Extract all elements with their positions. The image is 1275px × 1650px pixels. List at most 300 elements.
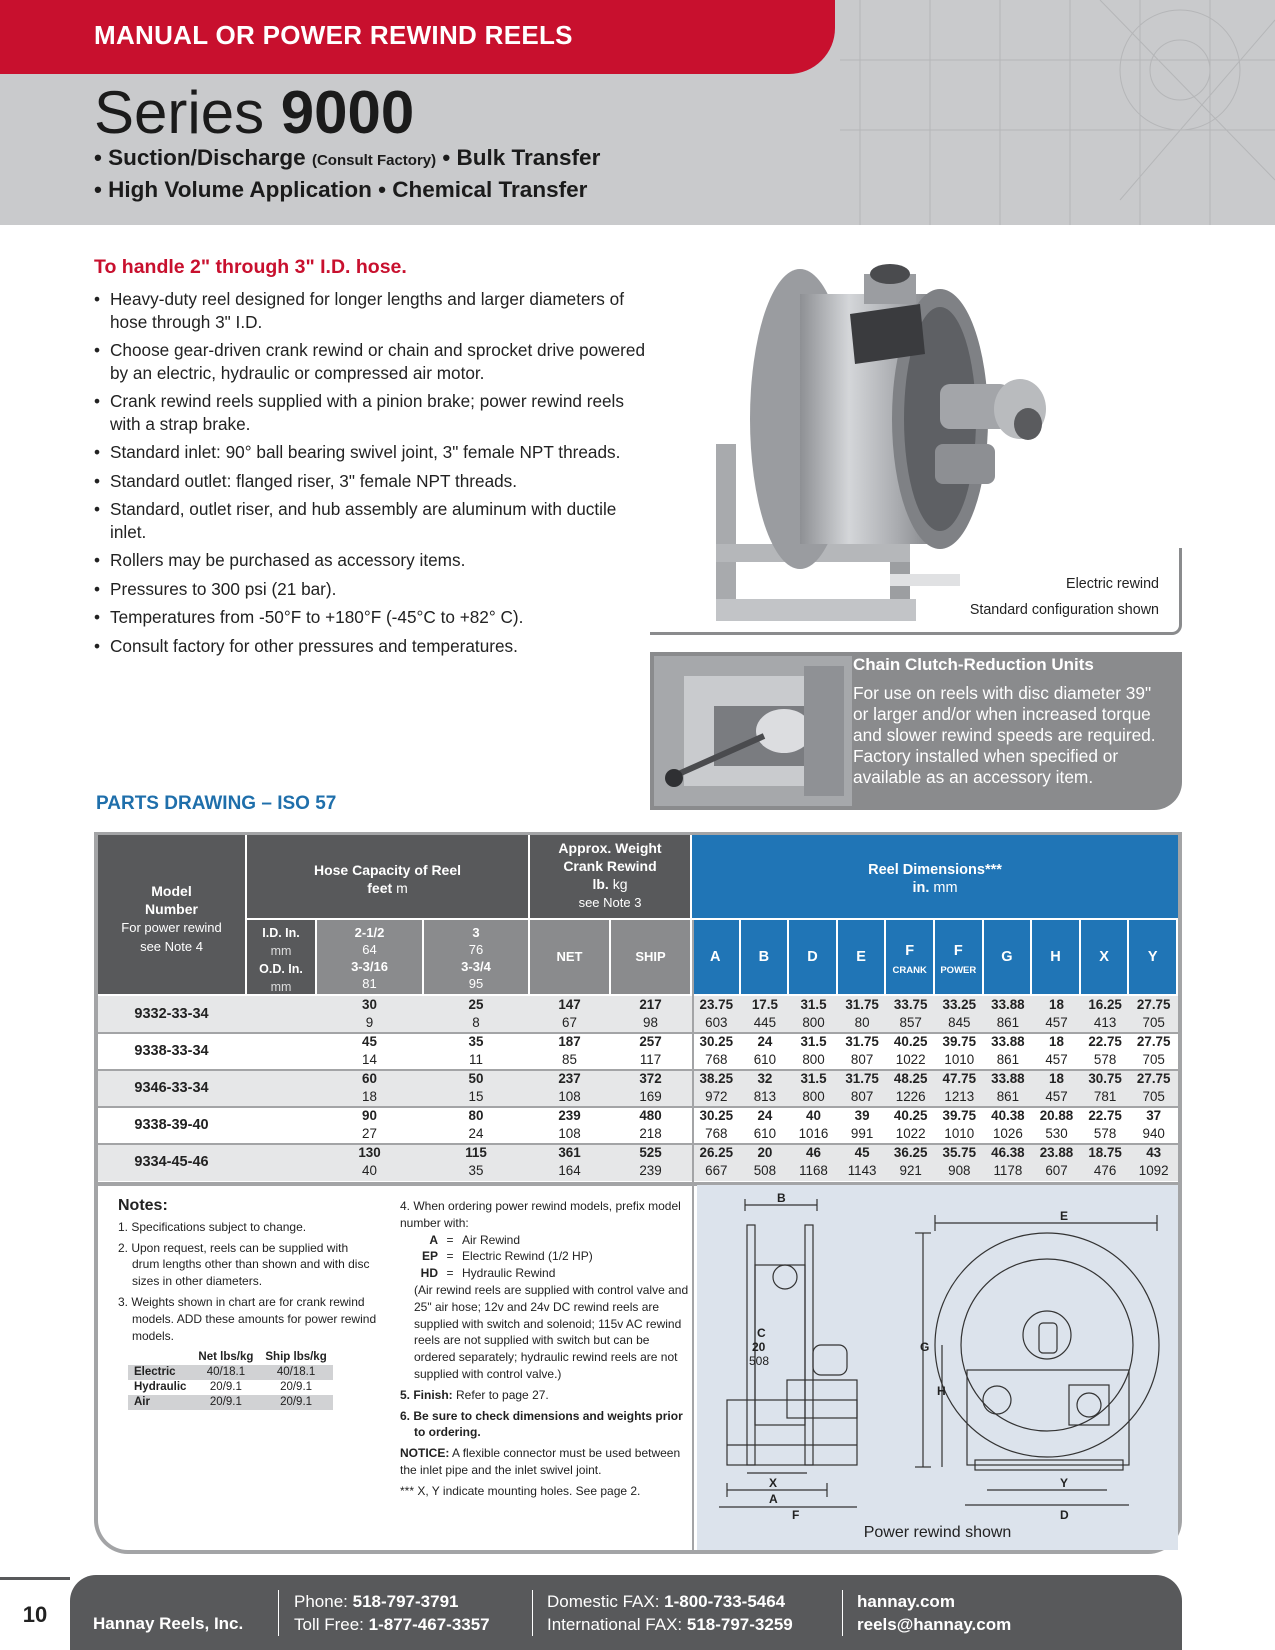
- value-metric: 768: [705, 1052, 728, 1067]
- series-number: 9000: [280, 79, 415, 146]
- header-hose-capacity: [247, 835, 528, 918]
- prefix-code-ep: EP = Electric Rewind (1/2 HP): [400, 1248, 690, 1265]
- value-imperial: 27.75: [1136, 1071, 1171, 1086]
- value-imperial: 38.25: [699, 1071, 734, 1086]
- label-f: F: [792, 1508, 800, 1520]
- subheader-ship: SHIP: [611, 920, 690, 994]
- model-header-line3: For power rewind: [121, 920, 222, 935]
- label-b: B: [777, 1191, 786, 1205]
- value-metric: 610: [753, 1052, 777, 1067]
- value-metric: 108: [558, 1089, 581, 1104]
- series-word: Series: [94, 79, 265, 146]
- table-cell: [838, 996, 887, 1032]
- dimension-letter: B: [758, 949, 770, 965]
- value-imperial: 26.25: [699, 1145, 734, 1160]
- table-cell: [935, 1107, 984, 1143]
- value-imperial: 257: [639, 1034, 662, 1049]
- parts-drawing-title: PARTS DRAWING – ISO 57: [96, 793, 337, 814]
- od-in-label: O.D. In.: [259, 962, 303, 976]
- value-metric: 861: [996, 1015, 1020, 1030]
- value-metric: 800: [802, 1089, 825, 1104]
- chain-clutch-text: For use on reels with disc diameter 39" or larger and/or when increased torque and slower rewind speeds are required. Factory installed when specified or available as an accessory item.: [853, 683, 1156, 787]
- table-cell: [1129, 1033, 1178, 1069]
- value-imperial: 33.25: [942, 997, 977, 1012]
- value-imperial: 31.75: [845, 1071, 879, 1086]
- value-metric: 813: [753, 1089, 777, 1104]
- table-cell: [741, 1070, 790, 1106]
- value-metric: 457: [1045, 1089, 1068, 1104]
- photo-caption-line2: Standard configuration shown: [969, 602, 1159, 618]
- series-title: [94, 78, 414, 147]
- value-imperial: 237: [558, 1071, 581, 1086]
- value-imperial: 27.75: [1136, 997, 1171, 1012]
- table-cell: [935, 996, 984, 1032]
- label-g: G: [920, 1340, 930, 1354]
- dimension-header-b: [741, 920, 788, 994]
- feature-item: • Pressures to 300 psi (21 bar).: [94, 578, 654, 601]
- value-metric: 1226: [895, 1089, 926, 1104]
- table-cell: [1129, 1070, 1178, 1106]
- code: A: [429, 1232, 438, 1247]
- table-cell: [984, 1107, 1033, 1143]
- label-c-in: 20: [752, 1340, 766, 1354]
- table-cell: [886, 1033, 935, 1069]
- footer-bar: [70, 1575, 1182, 1650]
- value-imperial: 18.75: [1088, 1145, 1122, 1160]
- value-imperial: 130: [358, 1145, 381, 1160]
- value-metric: 807: [850, 1089, 874, 1104]
- table-cell: [789, 1144, 838, 1180]
- value-metric: 921: [899, 1163, 922, 1178]
- table-cell: [1129, 1107, 1178, 1143]
- footer-domestic-fax: [547, 1592, 785, 1612]
- table-cell: [317, 1070, 422, 1106]
- value-metric: 98: [643, 1015, 658, 1030]
- value-imperial: 46.38: [991, 1145, 1025, 1160]
- table-cell: [1032, 1070, 1081, 1106]
- value-imperial: 90: [362, 1108, 377, 1123]
- table-cell: [530, 1144, 609, 1180]
- table-cell: [984, 1144, 1033, 1180]
- header-reel-dimensions: [692, 835, 1178, 918]
- table-row: [98, 1033, 1178, 1070]
- label-c: C: [757, 1326, 766, 1340]
- dimension-subtype: POWER: [940, 965, 977, 976]
- table-cell: [1081, 1033, 1130, 1069]
- table-cell: [1032, 1107, 1081, 1143]
- feature-item: • Temperatures from -50°F to +180°F (-45°C to +82° C).: [94, 606, 654, 629]
- table-cell: [611, 996, 690, 1032]
- dimension-header-g: [984, 920, 1031, 994]
- value-imperial: 24: [757, 1108, 773, 1123]
- value-metric: 108: [558, 1126, 581, 1141]
- dfax-number: 1-800-733-5464: [664, 1592, 786, 1611]
- table-cell: [1032, 996, 1081, 1032]
- value-metric: 667: [705, 1163, 728, 1178]
- note-4-detail: (Air rewind reels are supplied with control valve and 25" air hose; 12v and 24v DC rewind reels are supplied with switch and solenoid; 115v AC rewind reels are not supplied with switch but can be ordered separately; hydraulic rewind reels are not supplied with control valve.): [414, 1282, 689, 1381]
- table-cell: [692, 1070, 741, 1106]
- table-cell: [530, 1033, 609, 1069]
- prefix-code-hd: HD = Hydraulic Rewind: [400, 1265, 690, 1282]
- chain-clutch-panel: [650, 652, 1182, 810]
- prefix-code-a: A = Air Rewind: [400, 1232, 690, 1249]
- value-imperial: 48.25: [893, 1071, 928, 1086]
- model-number: 9332-33-34: [134, 1006, 209, 1022]
- value-metric: 9: [365, 1015, 374, 1030]
- row-divider: [98, 1032, 1178, 1034]
- notice-text: A flexible connector must be used between the inlet pipe and the inlet swivel joint.: [400, 1446, 681, 1477]
- value-metric: 117: [639, 1052, 662, 1067]
- value-metric: 40: [362, 1163, 377, 1178]
- table-cell: [611, 1144, 690, 1180]
- model-header-line1: Model: [151, 883, 192, 899]
- value-imperial: 20.88: [1039, 1108, 1074, 1123]
- value-metric: 218: [639, 1126, 662, 1141]
- power-weight-table: [128, 1350, 333, 1410]
- value-metric: 80: [854, 1015, 870, 1030]
- value-imperial: 80: [468, 1108, 484, 1123]
- feature-item: • Choose gear-driven crank rewind or chain and sprocket drive powered by an electric, hydraulic or compressed air motor.: [94, 339, 654, 384]
- value-metric: 24: [468, 1126, 484, 1141]
- value-imperial: 30.75: [1088, 1071, 1122, 1086]
- c1-id: 2-1/2: [354, 925, 385, 940]
- value-metric: 861: [996, 1089, 1020, 1104]
- feature-item: • Crank rewind reels supplied with a pinion brake; power rewind reels with a strap brake.: [94, 390, 654, 435]
- value-metric: 476: [1093, 1163, 1117, 1178]
- value-imperial: 33.88: [991, 997, 1025, 1012]
- value-imperial: 480: [639, 1108, 662, 1123]
- footer-intl-fax: [547, 1615, 793, 1635]
- value-imperial: 25: [468, 997, 484, 1012]
- subheader-capacity-col2: [424, 920, 528, 994]
- note-6: 6. Be sure to check dimensions and weights prior to ordering.: [400, 1408, 683, 1440]
- value-imperial: 18: [1049, 997, 1064, 1012]
- value-metric: 67: [562, 1015, 577, 1030]
- value-imperial: 30.25: [699, 1034, 734, 1049]
- table-cell: [886, 1107, 935, 1143]
- wt-row-ship: 20/9.1: [259, 1395, 332, 1410]
- table-row: [98, 1107, 1178, 1144]
- value-imperial: 60: [362, 1071, 377, 1086]
- phone-label: Phone:: [294, 1592, 348, 1611]
- table-divider: [692, 920, 694, 1550]
- value-imperial: 27.75: [1136, 1034, 1171, 1049]
- toll-number: 1-877-467-3357: [368, 1615, 490, 1634]
- bullet-bulk: • Bulk Transfer: [442, 145, 601, 170]
- chain-clutch-image: [654, 656, 852, 806]
- dimension-letter: F: [905, 943, 915, 959]
- value-imperial: 35: [468, 1034, 484, 1049]
- value-metric: 239: [639, 1163, 662, 1178]
- value-metric: 861: [996, 1052, 1020, 1067]
- value-metric: 705: [1142, 1052, 1165, 1067]
- drawing-caption: Power rewind shown: [863, 1524, 1012, 1541]
- value-metric: 1010: [944, 1126, 975, 1141]
- value-imperial: 43: [1146, 1145, 1162, 1160]
- ifax-label: International FAX:: [547, 1615, 683, 1634]
- subheader-net: NET: [530, 920, 609, 994]
- value-imperial: 17.5: [751, 997, 778, 1012]
- value-metric: 164: [558, 1163, 581, 1178]
- value-imperial: 33.88: [991, 1071, 1025, 1086]
- value-imperial: 46: [806, 1145, 821, 1160]
- table-cell: [789, 996, 838, 1032]
- table-cell: [838, 1144, 887, 1180]
- value-metric: 1016: [798, 1126, 829, 1141]
- table-cell: [317, 1107, 422, 1143]
- table-cell: [1129, 1144, 1178, 1180]
- dimension-header-y: [1129, 920, 1176, 994]
- value-metric: 457: [1045, 1015, 1068, 1030]
- dimension-letter: A: [710, 949, 721, 965]
- value-imperial: 39: [854, 1108, 870, 1123]
- value-imperial: 30.25: [699, 1108, 734, 1123]
- footer-separator: [842, 1590, 843, 1636]
- table-cell: [1032, 1033, 1081, 1069]
- label-h: H: [937, 1384, 946, 1398]
- notes-title: Notes:: [118, 1197, 168, 1214]
- table-cell: [1081, 1070, 1130, 1106]
- value-metric: 15: [468, 1089, 484, 1104]
- wt-row-net: 20/9.1: [209, 1381, 242, 1394]
- subheader-id-od: [247, 920, 315, 994]
- weight-header-line2: Crank Rewind: [563, 858, 657, 874]
- table-cell: [424, 996, 528, 1032]
- table-cell: [984, 1070, 1033, 1106]
- value-imperial: 239: [558, 1108, 581, 1123]
- value-metric: 1022: [895, 1052, 926, 1067]
- value-imperial: 39.75: [942, 1108, 977, 1123]
- value-imperial: 18: [1049, 1071, 1064, 1086]
- chain-clutch-title: Chain Clutch-Reduction Units: [853, 655, 1094, 674]
- footer-website-link[interactable]: hannay.com: [857, 1592, 955, 1611]
- value-imperial: 40.25: [893, 1034, 928, 1049]
- value-imperial: 33.88: [991, 1034, 1025, 1049]
- footer-email-link[interactable]: reels@hannay.com: [857, 1615, 1012, 1634]
- value-metric: 457: [1045, 1052, 1068, 1067]
- table-cell: [424, 1144, 528, 1180]
- value-metric: 800: [802, 1015, 825, 1030]
- table-cell: [424, 1033, 528, 1069]
- capacity-header-line1: Hose Capacity of Reel: [313, 862, 462, 878]
- table-cell: [741, 996, 790, 1032]
- table-cell: [935, 1144, 984, 1180]
- table-cell: [317, 1033, 422, 1069]
- header-banner: [0, 0, 835, 74]
- value-imperial: 35.75: [942, 1145, 977, 1160]
- value-imperial: 31.75: [845, 1034, 879, 1049]
- value-imperial: 217: [639, 997, 662, 1012]
- value-metric: 1022: [895, 1126, 926, 1141]
- value-imperial: 39.75: [942, 1034, 977, 1049]
- dimension-header-x: [1081, 920, 1128, 994]
- header-model: [98, 835, 245, 994]
- feature-item: • Heavy-duty reel designed for longer lengths and larger diameters of hose through 3" I.D.: [94, 288, 654, 333]
- label-y: Y: [1060, 1476, 1069, 1490]
- wt-row-net: 20/9.1: [192, 1395, 259, 1410]
- value-metric: 705: [1142, 1089, 1165, 1104]
- dimension-letter: D: [807, 949, 818, 965]
- table-cell: [886, 996, 935, 1032]
- value-imperial: 525: [639, 1145, 662, 1160]
- value-metric: 940: [1142, 1126, 1165, 1141]
- note-3: 3. Weights shown in chart are for crank rewind models. ADD these amounts for power rewind models.: [118, 1294, 377, 1343]
- table-cell: [530, 996, 609, 1032]
- value-imperial: 115: [465, 1145, 487, 1160]
- table-cell: [530, 1107, 609, 1143]
- table-cell: [1129, 996, 1178, 1032]
- subheader-capacity-col1: [317, 920, 422, 994]
- label-c-mm: 508: [749, 1354, 770, 1368]
- table-row: [98, 1070, 1178, 1107]
- dimension-letter: Y: [1147, 949, 1158, 965]
- value-imperial: 36.25: [893, 1145, 928, 1160]
- value-imperial: 24: [757, 1034, 773, 1049]
- table-cell: [935, 1033, 984, 1069]
- value-imperial: 31.5: [800, 1034, 827, 1049]
- table-cell: [838, 1107, 887, 1143]
- footer-tollfree: [294, 1615, 490, 1635]
- weight-unit-kg: kg: [612, 876, 628, 892]
- value-metric: 1213: [944, 1089, 975, 1104]
- wt-row-name: Air: [128, 1395, 192, 1410]
- value-metric: 18: [362, 1089, 377, 1104]
- c1-id-mm: 64: [362, 942, 377, 957]
- code-desc: Hydraulic Rewind: [462, 1266, 556, 1281]
- wt-row-name: Hydraulic: [134, 1381, 187, 1394]
- table-cell: [1081, 1144, 1130, 1180]
- value-metric: 1143: [847, 1163, 877, 1178]
- code-desc: Air Rewind: [462, 1232, 521, 1247]
- table-cell: [838, 1033, 887, 1069]
- code-desc: Electric Rewind (1/2 HP): [462, 1249, 593, 1264]
- value-imperial: 47.75: [942, 1071, 977, 1086]
- intro-heading: To handle 2" through 3" I.D. hose.: [94, 256, 407, 278]
- value-imperial: 45: [854, 1145, 870, 1160]
- od-mm-label: mm: [270, 980, 292, 994]
- dimension-header-h: [1032, 920, 1079, 994]
- value-metric: 35: [468, 1163, 484, 1178]
- value-imperial: 16.25: [1088, 997, 1122, 1012]
- table-cell: [317, 1144, 422, 1180]
- value-imperial: 372: [639, 1071, 662, 1086]
- value-metric: 578: [1093, 1126, 1117, 1141]
- c2-od: 3-3/4: [461, 959, 491, 974]
- value-metric: 445: [753, 1015, 777, 1030]
- value-imperial: 23.88: [1039, 1145, 1074, 1160]
- dfax-label: Domestic FAX:: [547, 1592, 660, 1611]
- notes-column-2: [400, 1198, 690, 1500]
- value-metric: 607: [1045, 1163, 1068, 1178]
- value-metric: 169: [639, 1089, 662, 1104]
- value-metric: 578: [1093, 1052, 1117, 1067]
- value-metric: 508: [753, 1163, 777, 1178]
- value-imperial: 32: [757, 1071, 773, 1086]
- table-cell: [1081, 1107, 1130, 1143]
- weight-header-note: see Note 3: [578, 895, 642, 910]
- bullet-suction: • Suction/Discharge: [94, 145, 306, 170]
- table-cell: [984, 1033, 1033, 1069]
- label-e: E: [1060, 1209, 1069, 1223]
- value-imperial: 22.75: [1088, 1108, 1122, 1123]
- table-cell: [741, 1033, 790, 1069]
- table-cell: [530, 1070, 609, 1106]
- header-bullets-line2: • High Volume Application • Chemical Transfer: [94, 177, 588, 202]
- value-metric: 1168: [799, 1163, 828, 1178]
- weight-header-line1: Approx. Weight: [558, 840, 662, 856]
- value-metric: 530: [1045, 1126, 1068, 1141]
- model-number: 9346-33-34: [134, 1080, 209, 1096]
- toll-label: Toll Free:: [294, 1615, 364, 1634]
- row-divider: [98, 1069, 1178, 1071]
- dim-unit-in: in.: [912, 880, 930, 896]
- note-5-text: Refer to page 27.: [456, 1387, 549, 1402]
- table-cell: [424, 1070, 528, 1106]
- value-metric: 705: [1142, 1015, 1165, 1030]
- label-d: D: [1060, 1508, 1069, 1520]
- value-metric: 11: [469, 1052, 483, 1067]
- weight-unit-lb: lb.: [592, 876, 609, 892]
- value-metric: 27: [362, 1126, 377, 1141]
- table-cell: [611, 1033, 690, 1069]
- feature-item: • Standard, outlet riser, and hub assembly are aluminum with ductile inlet.: [94, 498, 654, 543]
- table-row: [98, 996, 1178, 1033]
- label-x: X: [769, 1476, 778, 1490]
- id-mm-label: mm: [270, 944, 292, 958]
- dimension-letter: G: [1001, 949, 1013, 965]
- notice-label: NOTICE:: [400, 1446, 450, 1461]
- table-cell: [611, 1107, 690, 1143]
- table-cell: [838, 1070, 887, 1106]
- dimension-drawing-panel: [697, 1185, 1178, 1550]
- value-imperial: 40.25: [893, 1108, 928, 1123]
- value-metric: 800: [802, 1052, 825, 1067]
- table-cell: [1032, 1144, 1081, 1180]
- value-imperial: 361: [558, 1145, 581, 1160]
- table-cell: [692, 1033, 741, 1069]
- row-divider: [98, 1143, 1178, 1145]
- value-metric: 610: [753, 1126, 777, 1141]
- model-number: 9338-39-40: [134, 1117, 209, 1133]
- wt-head-net: Net lbs/kg: [198, 1351, 254, 1364]
- dim-header-line1: Reel Dimensions***: [868, 862, 1002, 878]
- dimension-header-f: [886, 920, 933, 994]
- value-imperial: 22.75: [1088, 1034, 1122, 1049]
- value-imperial: 23.75: [699, 997, 734, 1012]
- wt-row-ship: 40/18.1: [259, 1365, 332, 1380]
- table-cell: [317, 996, 422, 1032]
- footer-phone: [294, 1592, 459, 1612]
- dimension-header-f: [935, 920, 982, 994]
- c2-id-mm: 76: [468, 942, 484, 957]
- value-metric: 1178: [993, 1163, 1023, 1178]
- reel-product-image: [650, 244, 1180, 639]
- model-header-line2: Number: [145, 901, 198, 917]
- table-cell: [741, 1107, 790, 1143]
- wt-row-name: Electric: [128, 1365, 192, 1380]
- value-metric: 991: [850, 1126, 874, 1141]
- phone-number: 518-797-3791: [352, 1592, 459, 1611]
- row-divider: [98, 1106, 1178, 1108]
- bullet-consult: (Consult Factory): [311, 152, 437, 169]
- c2-od-mm: 95: [468, 976, 484, 991]
- code: EP: [421, 1249, 438, 1264]
- value-metric: 781: [1093, 1089, 1117, 1104]
- banner-title: MANUAL OR POWER REWIND REELS: [94, 20, 573, 50]
- dimension-letter: F: [953, 943, 963, 959]
- value-metric: 908: [948, 1163, 971, 1178]
- table-cell: [886, 1144, 935, 1180]
